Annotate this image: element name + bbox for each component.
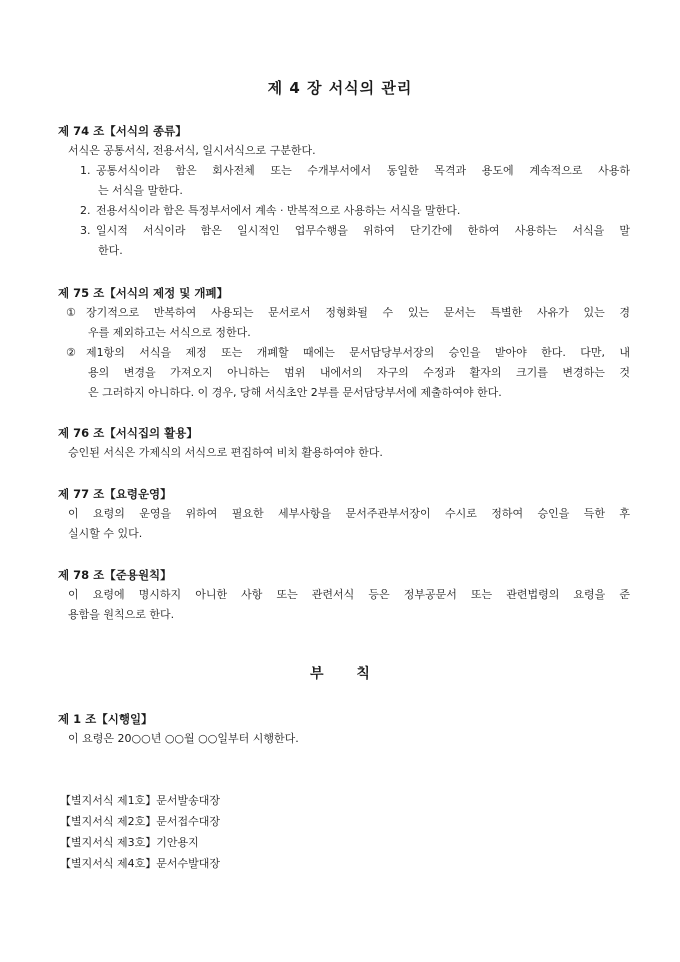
article-heading: 제 77 조【요령운영】 [58,487,172,501]
list-item-line [58,201,630,221]
article-text: 이 요령은 20○○년 ○○월 ○○일부터 시행한다. [68,732,299,745]
article-heading: 제 1 조【시행일】 [58,712,153,726]
article-77 [58,485,630,544]
article-heading: 제 76 조【서식집의 활용】 [58,426,198,440]
item-number: 1. [80,164,91,177]
list-item-line: 한다. [98,244,123,257]
list-item-line: 는 서식을 말한다. [98,184,183,197]
article-heading: 제 78 조【준용원칙】 [58,568,172,582]
article-74 [58,122,630,261]
attached-form-item: 【별지서식 제4호】문서수발대장 [60,857,221,870]
list-item-line [58,161,630,181]
item-text: 공통서식이라 함은 회사전체 또는 수개부서에서 동일한 목격과 용도에 계속적으로 사용하 [96,164,630,177]
attached-form-item: 【별지서식 제3호】기안용지 [60,836,199,849]
article-text: 승인된 서식은 가제식의 서식으로 편집하여 비치 활용하여야 한다. [68,446,383,459]
article-text: 용함을 원칙으로 한다. [68,608,175,621]
attached-form-item: 【별지서식 제1호】문서발송대장 [60,794,221,807]
list-item-line [58,221,630,241]
list-item-line [58,343,630,363]
item-number: ① [66,306,76,319]
item-text: 일시적 서식이라 함은 일시적인 업무수행을 위하여 단기간에 한하여 사용하는 서식을 말 [96,224,630,237]
article-text: 실시할 수 있다. [68,527,143,540]
article-text: 이 요령의 운영을 위하여 필요한 세부사항을 문서주관부서장이 수시로 정하여 승인을 득한 후 [68,507,630,520]
list-item-line: 우를 제외하고는 서식으로 정한다. [88,326,251,339]
item-text: 장기적으로 반복하여 사용되는 문서로서 정형화될 수 있는 문서는 특별한 사유가 있는 경 [86,306,630,319]
list-item-line: 용의 변경을 가져오지 아니하는 범위 내에서의 자구의 수정과 활자의 크기를 변경하는 것 [88,366,630,379]
attached-forms-list [60,790,220,874]
supplementary-title: 부 칙 [310,666,370,682]
item-number: ② [66,346,76,359]
chapter-title: 제 4 장 서식의 관리 [267,79,413,97]
article-text: 이 요령에 명시하지 아니한 사항 또는 관련서식 등은 정부공문서 또는 관련법령의 요령을 준 [68,588,630,601]
item-text: 제1항의 서식을 제정 또는 개폐할 때에는 문서담당부서장의 승인을 받아야 한다. 다만, 내 [86,346,630,359]
article-heading: 제 74 조【서식의 종류】 [58,124,187,138]
item-text: 전용서식이라 함은 특정부서에서 계속 · 반복적으로 사용하는 서식을 말한다. [96,204,461,217]
article-76 [58,424,630,463]
article-heading: 제 75 조【서식의 제정 및 개폐】 [58,286,229,300]
list-item-line: 은 그러하지 아니하다. 이 경우, 당해 서식초안 2부를 문서담당부서에 제출하여야 한다. [88,386,502,399]
attached-form-item: 【별지서식 제2호】문서접수대장 [60,815,221,828]
article-78 [58,566,630,625]
article-75 [58,284,630,403]
list-item-line [58,303,630,323]
item-number: 3. [80,224,91,237]
item-number: 2. [80,204,91,217]
supplementary-article-1 [58,710,630,749]
article-text: 서식은 공통서식, 전용서식, 일시서식으로 구분한다. [68,144,316,157]
